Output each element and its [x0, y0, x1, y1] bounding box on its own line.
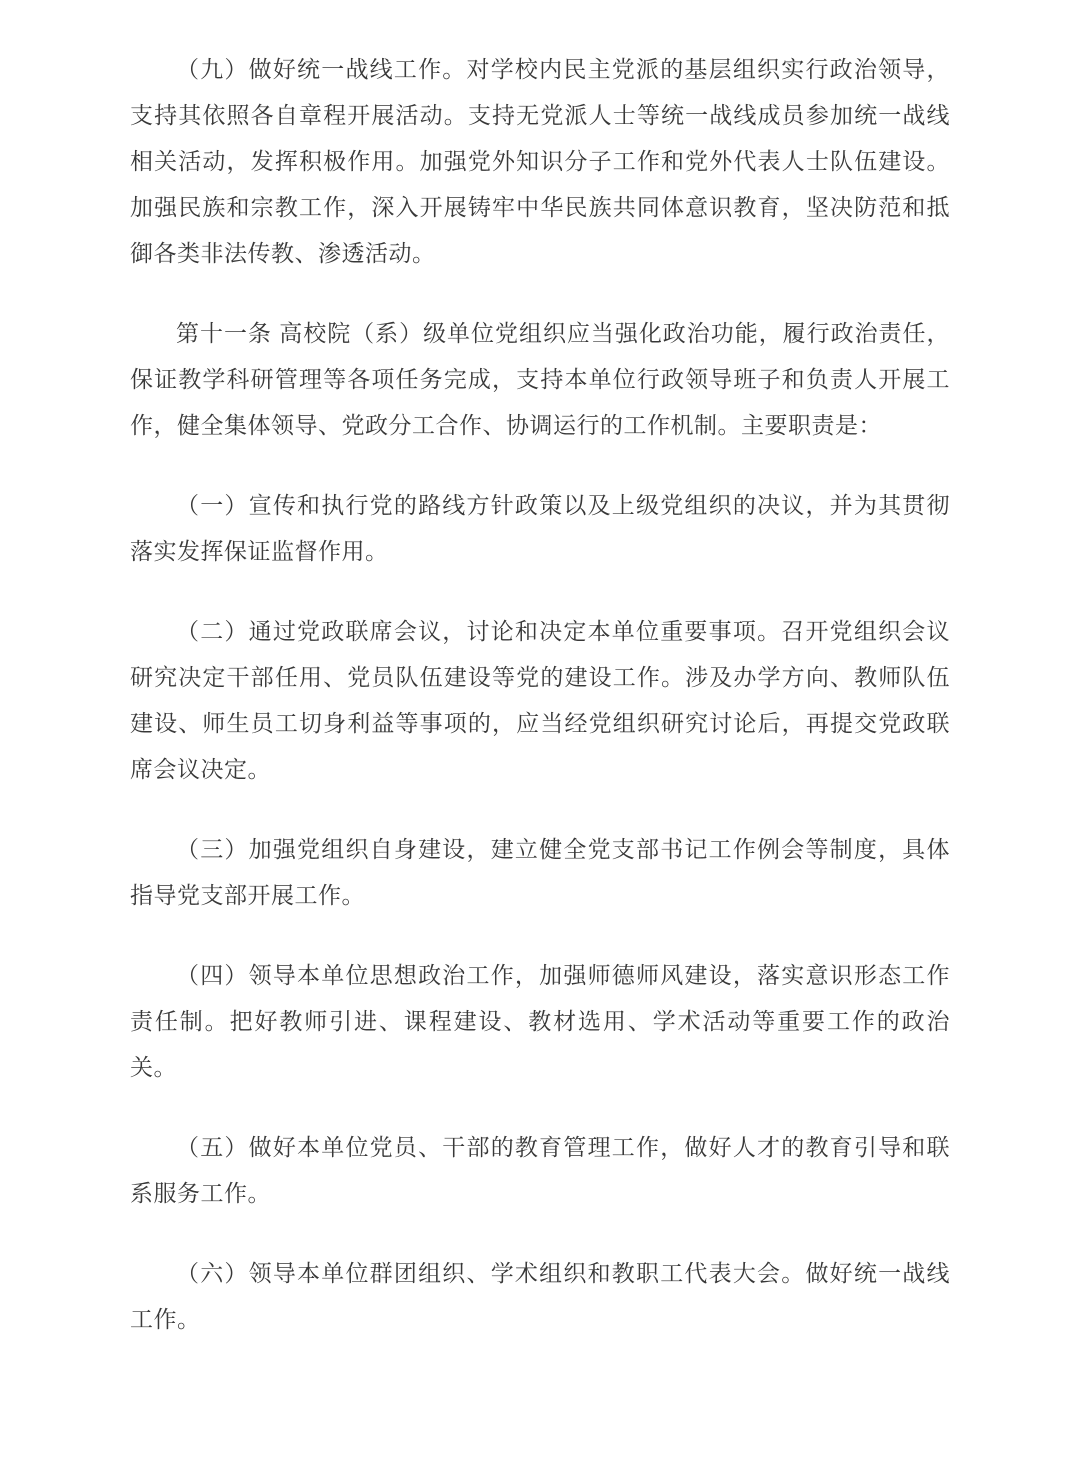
paragraph-article-11: 第十一条 高校院（系）级单位党组织应当强化政治功能，履行政治责任，保证教学科研管理等各项任务完成，支持本单位行政领导班子和负责人开展工作，健全集体领导、党政分工合作、协调运行的工作机制。主要职责是：: [130, 320, 950, 438]
paragraph-duty-6: （六）领导本单位群团组织、学术组织和教职工代表大会。做好统一战线工作。: [130, 1260, 950, 1332]
paragraph-duty-2: （二）通过党政联席会议，讨论和决定本单位重要事项。召开党组织会议研究决定干部任用、党员队伍建设等党的建设工作。涉及办学方向、教师队伍建设、师生员工切身利益等事项的，应当经党组织研究讨论后，再提交党政联席会议决定。: [130, 618, 950, 782]
paragraph-duty-4: （四）领导本单位思想政治工作，加强师德师风建设，落实意识形态工作责任制。把好教师引进、课程建设、教材选用、学术活动等重要工作的政治关。: [130, 962, 950, 1080]
paragraph-clause-9: （九）做好统一战线工作。对学校内民主党派的基层组织实行政治领导，支持其依照各自章程开展活动。支持无党派人士等统一战线成员参加统一战线相关活动，发挥积极作用。加强党外知识分子工作和党外代表人士队伍建设。加强民族和宗教工作，深入开展铸牢中华民族共同体意识教育，坚决防范和抵御各类非法传教、渗透活动。: [130, 56, 950, 266]
paragraph-duty-3: （三）加强党组织自身建设，建立健全党支部书记工作例会等制度，具体指导党支部开展工作。: [130, 836, 950, 908]
paragraph-duty-5: （五）做好本单位党员、干部的教育管理工作，做好人才的教育引导和联系服务工作。: [130, 1134, 950, 1206]
paragraph-duty-1: （一）宣传和执行党的路线方针政策以及上级党组织的决议，并为其贯彻落实发挥保证监督作用。: [130, 492, 950, 564]
